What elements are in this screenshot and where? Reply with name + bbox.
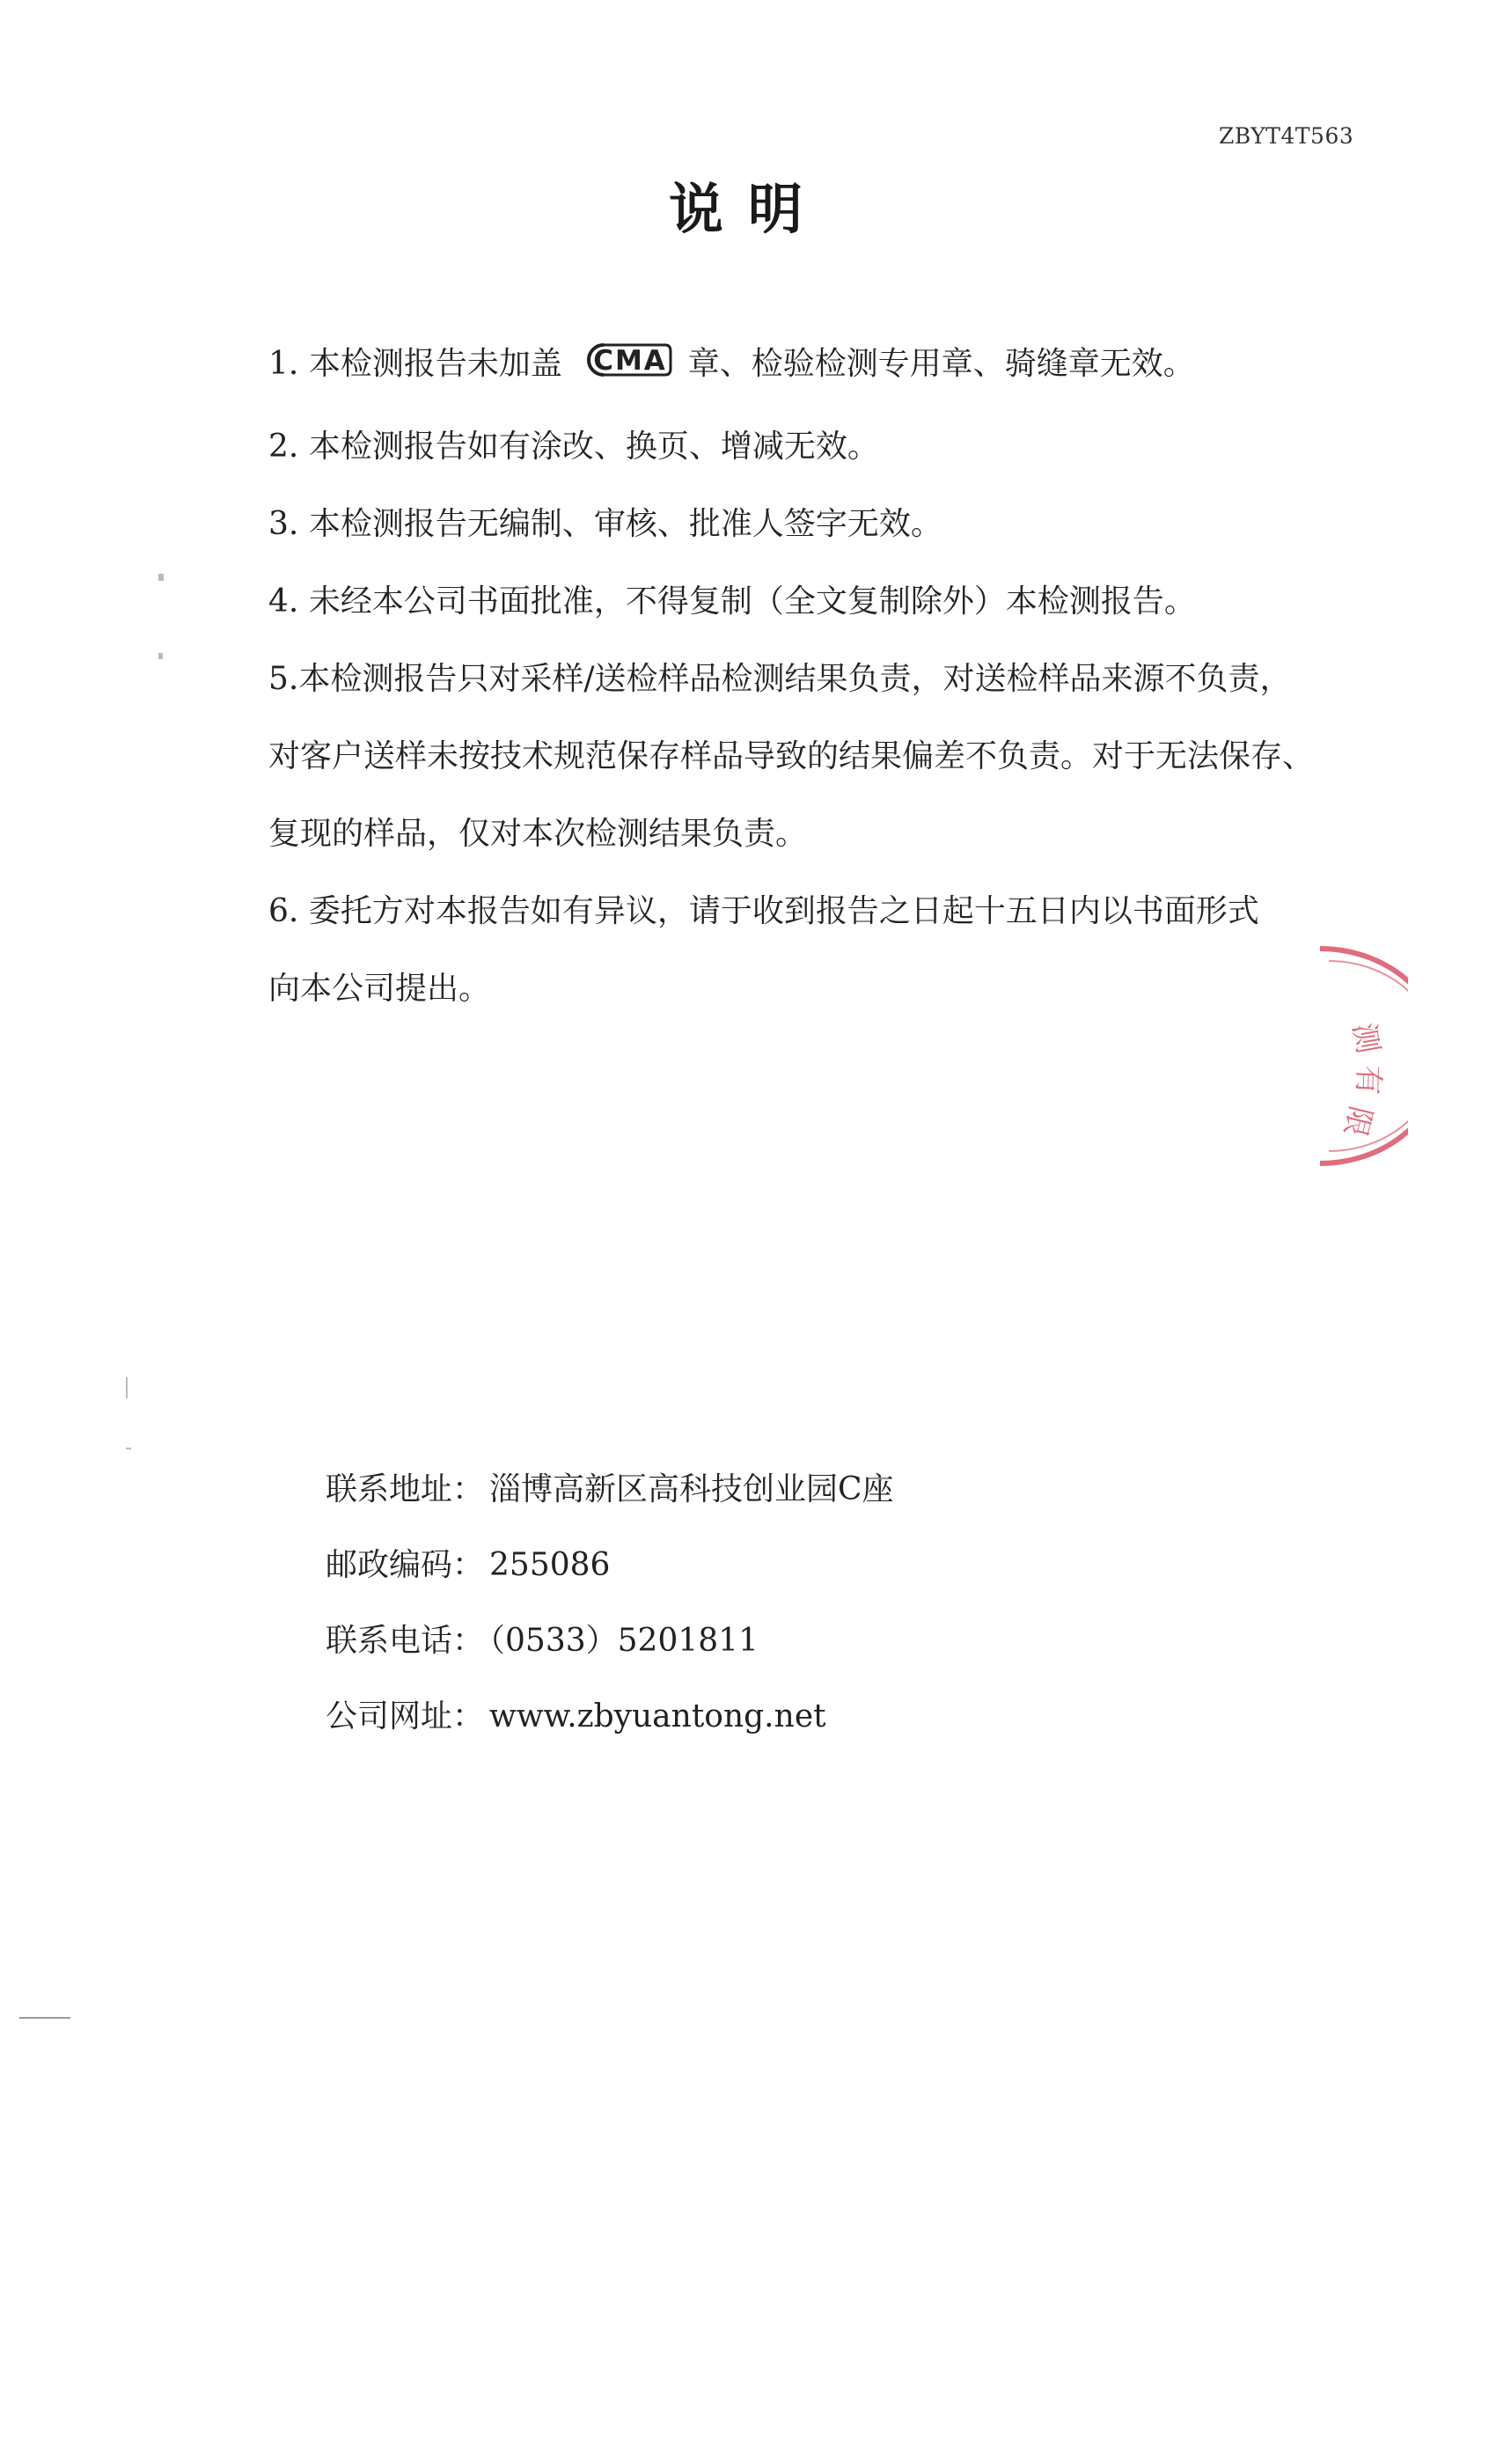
contact-phone	[326, 1603, 894, 1679]
contact-website	[326, 1679, 894, 1755]
note-item-5	[268, 641, 1386, 873]
scan-artifact	[126, 1448, 131, 1449]
address-label: 联系地址：	[326, 1471, 485, 1507]
note-item-4	[268, 563, 1386, 641]
scan-artifact	[158, 574, 164, 581]
note-item-3	[268, 486, 1386, 563]
contact-postcode	[326, 1528, 894, 1603]
note-text: 本检测报告未加盖	[308, 346, 562, 382]
svg-text:限: 限	[1337, 1102, 1379, 1140]
svg-text:有: 有	[1349, 1064, 1386, 1096]
svg-text:测: 测	[1346, 1020, 1386, 1057]
note-number: 5.	[268, 661, 299, 697]
note-line: 对客户送样未按技术规范保存样品导致的结果偏差不负责。对于无法保存、	[268, 738, 1315, 774]
note-text: 委托方对本报告如有异议，请于收到报告之日起十五日内以书面形式	[308, 893, 1259, 929]
phone-label: 联系电话：	[326, 1623, 485, 1659]
contact-info	[326, 1452, 894, 1755]
note-item-2	[268, 408, 1386, 486]
note-text: 本检测报告无编制、审核、批准人签字无效。	[308, 506, 942, 542]
page-title: 说明	[668, 177, 827, 241]
note-line	[268, 641, 1386, 718]
website-link[interactable]: www.zbyuantong.net	[489, 1698, 826, 1734]
address-value: 淄博高新区高科技创业园C座	[489, 1471, 894, 1507]
note-number: 4.	[268, 583, 299, 620]
note-line	[268, 873, 1386, 950]
postcode-label: 邮政编码：	[326, 1547, 485, 1583]
note-line: 向本公司提出。	[268, 971, 491, 1007]
postcode-value: 255086	[489, 1547, 611, 1583]
note-item-6	[268, 873, 1386, 1028]
note-number: 1.	[268, 346, 299, 382]
note-item-1	[268, 326, 1386, 408]
document-code: ZBYT4T563	[1219, 123, 1354, 149]
scan-artifact	[19, 2017, 70, 2019]
contact-address	[326, 1452, 894, 1528]
website-label: 公司网址：	[326, 1698, 485, 1734]
note-text: 章、检验检测专用章、骑缝章无效。	[687, 346, 1195, 382]
note-text: 本检测报告如有涂改、换页、增减无效。	[308, 429, 879, 465]
note-line: 复现的样品，仅对本次检测结果负责。	[268, 816, 808, 852]
note-text: 本检测报告只对采样/送检样品检测结果负责，对送检样品来源不负责，	[298, 661, 1292, 697]
scan-artifact	[158, 653, 163, 659]
note-number: 2.	[268, 429, 299, 465]
company-seal	[1302, 942, 1408, 1174]
cma-mark-text: CMA	[593, 345, 668, 377]
note-text: 未经本公司书面批准，不得复制（全文复制除外）本检测报告。	[308, 583, 1196, 620]
cma-mark-icon	[576, 331, 674, 408]
notes-list	[268, 326, 1386, 1028]
phone-value: （0533）5201811	[489, 1623, 759, 1659]
note-number: 3.	[268, 506, 299, 542]
note-number: 6.	[268, 893, 299, 929]
scan-artifact	[126, 1377, 128, 1398]
